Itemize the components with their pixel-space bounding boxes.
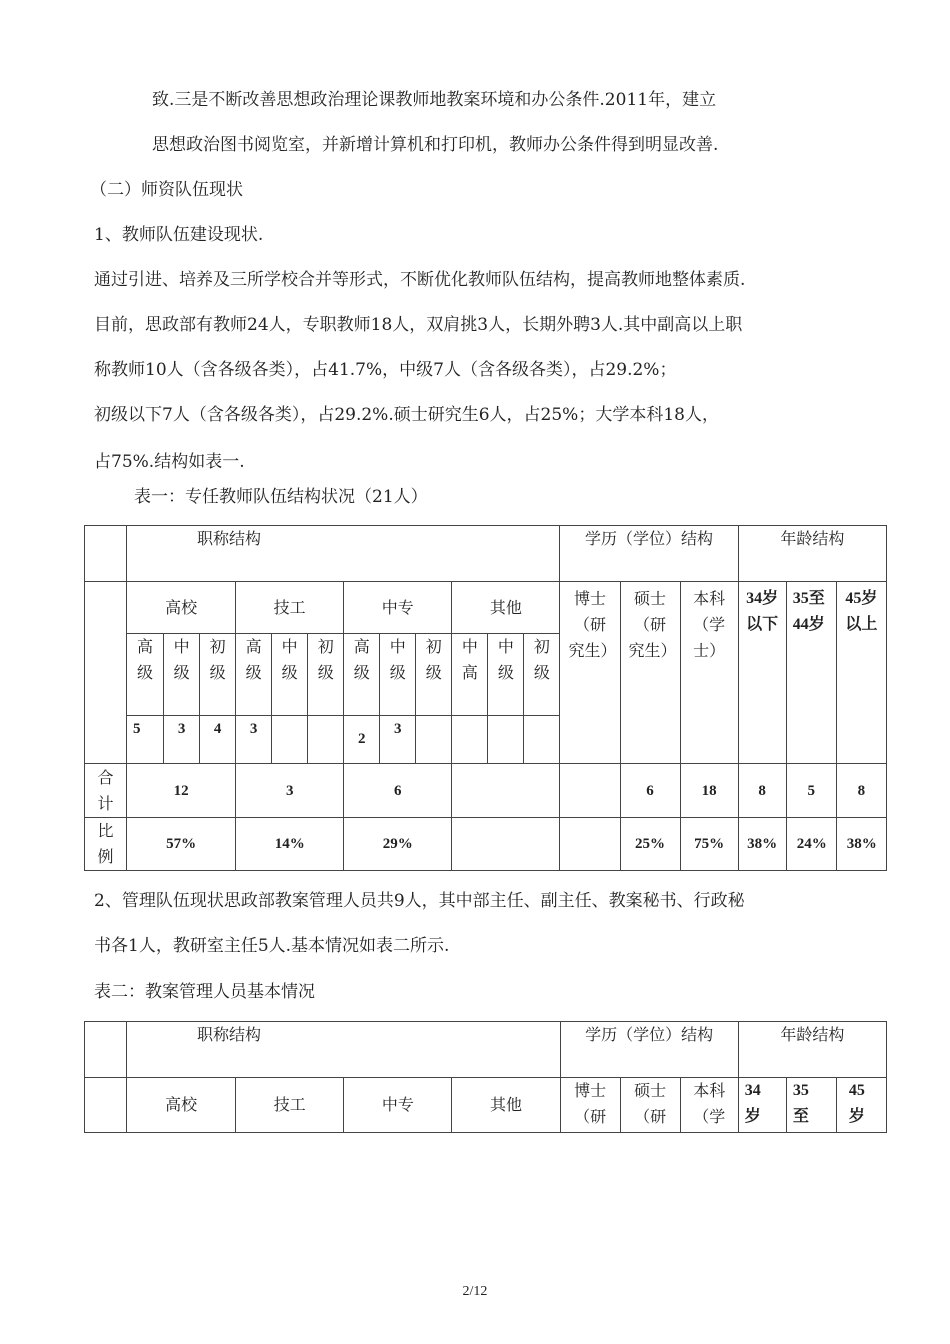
paragraph-9: 占75%.结构如表一. [94,452,245,472]
sum-secondary: 6 [394,782,402,799]
degree-structure-header: 学历（学位）结构 [585,1025,714,1044]
category-secondary: 中专 [381,1095,414,1114]
level-middle: 中级 [173,637,190,682]
sum-age-35-44: 5 [807,782,815,799]
degree-bachelor: 本科（学 [693,1081,726,1126]
level-middle: 中级 [389,637,406,682]
paragraph-1: 致.三是不断改善思想政治理论课教师地教案环境和办公条件.2011年，建立 [152,90,717,110]
level-senior: 高级 [245,637,262,682]
section-heading: （二）师资队伍现状 [90,180,243,200]
title-structure-header: 职称结构 [197,1025,262,1044]
age-structure-header: 年龄结构 [780,529,845,548]
degree-structure-header: 学历（学位）结构 [585,529,714,548]
value-sec-middle: 3 [394,721,402,737]
ratio-technical: 14% [274,836,305,852]
level-junior: 初级 [533,637,550,682]
degree-doctor: 博士（研究生） [568,589,617,660]
level-mid-senior: 中高 [461,637,478,682]
category-university: 高校 [165,1095,198,1114]
level-middle: 中级 [281,637,298,682]
teacher-structure-table [84,525,887,871]
value-tech-senior: 3 [249,721,258,737]
level-junior: 初级 [317,637,334,682]
category-other: 其他 [489,1095,522,1114]
age-under-34: 34岁以下 [746,590,779,633]
ratio-secondary: 29% [382,836,413,852]
degree-bachelor: 本科（学士） [693,589,726,660]
category-technical: 技工 [273,1095,306,1114]
title-structure-header: 职称结构 [197,529,262,548]
paragraph-2: 思想政治图书阅览室，并新增计算机和打印机，教师办公条件得到明显改善. [152,135,719,155]
category-university: 高校 [165,597,198,617]
age-over-45: 45岁 [848,1082,865,1125]
paragraph-11: 书各1人，教研室主任5人.基本情况如表二所示. [94,936,450,956]
level-middle: 中级 [497,637,514,682]
degree-doctor: 博士（研 [574,1081,607,1126]
ratio-bachelor: 75% [694,836,725,852]
corner-cell [85,526,127,582]
value-univ-junior: 4 [213,721,222,737]
age-35-44: 35至44岁 [792,590,825,633]
sum-bachelor: 18 [701,782,717,799]
category-secondary: 中专 [381,597,414,617]
ratio-row-label: 比例 [97,821,114,866]
sum-master: 6 [646,782,654,799]
age-under-34: 34岁 [744,1082,761,1125]
corner-cell [85,1022,127,1078]
subsection-heading: 1、教师队伍建设现状. [94,225,264,245]
value-univ-senior: 5 [133,721,141,737]
category-technical: 技工 [273,597,306,617]
ratio-age-under-34: 38% [747,836,778,852]
ratio-university: 57% [166,836,197,852]
sum-row-label: 合计 [97,767,114,813]
age-over-45: 45岁以上 [845,590,878,633]
paragraph-7: 称教师10人（含各级各类），占41.7%，中级7人（含各级各类），占29.2%； [94,360,677,380]
admin-staff-table [84,1021,887,1133]
sum-technical: 3 [285,782,294,799]
value-sec-senior: 2 [358,731,366,747]
page-number: 2/12 [462,1284,488,1299]
ratio-master: 25% [635,836,666,852]
row-label-empty [85,582,127,764]
value-univ-middle: 3 [177,721,186,737]
age-structure-header: 年龄结构 [780,1025,845,1044]
table2-caption: 表二：教案管理人员基本情况 [94,982,315,1002]
degree-master: 硕士（研 [634,1081,667,1126]
ratio-age-over-45: 38% [846,836,877,852]
age-35-44: 35至 [792,1082,809,1125]
level-junior: 初级 [425,637,442,682]
sum-age-under-34: 8 [758,782,766,799]
sum-university: 12 [173,782,189,799]
category-other: 其他 [489,597,522,617]
level-senior: 高级 [353,637,370,682]
paragraph-8: 初级以下7人（含各级各类），占29.2%.硕士研究生6人，占25%；大学本科18人， [94,405,719,425]
ratio-age-35-44: 24% [796,836,827,852]
paragraph-5: 通过引进、培养及三所学校合并等形式，不断优化教师队伍结构，提高教师地整体素质. [94,270,746,290]
table1-caption: 表一：专任教师队伍结构状况（21人） [134,487,428,507]
level-senior: 高级 [137,637,154,682]
level-junior: 初级 [209,637,226,682]
degree-master: 硕士（研究生） [628,589,677,660]
sum-age-over-45: 8 [857,782,866,799]
paragraph-6: 目前，思政部有教师24人，专职教师18人，双肩挑3人，长期外聘3人.其中副高以上职 [94,315,743,335]
paragraph-10: 2、管理队伍现状思政部教案管理人员共9人，其中部主任、副主任、教案秘书、行政秘 [94,891,745,911]
